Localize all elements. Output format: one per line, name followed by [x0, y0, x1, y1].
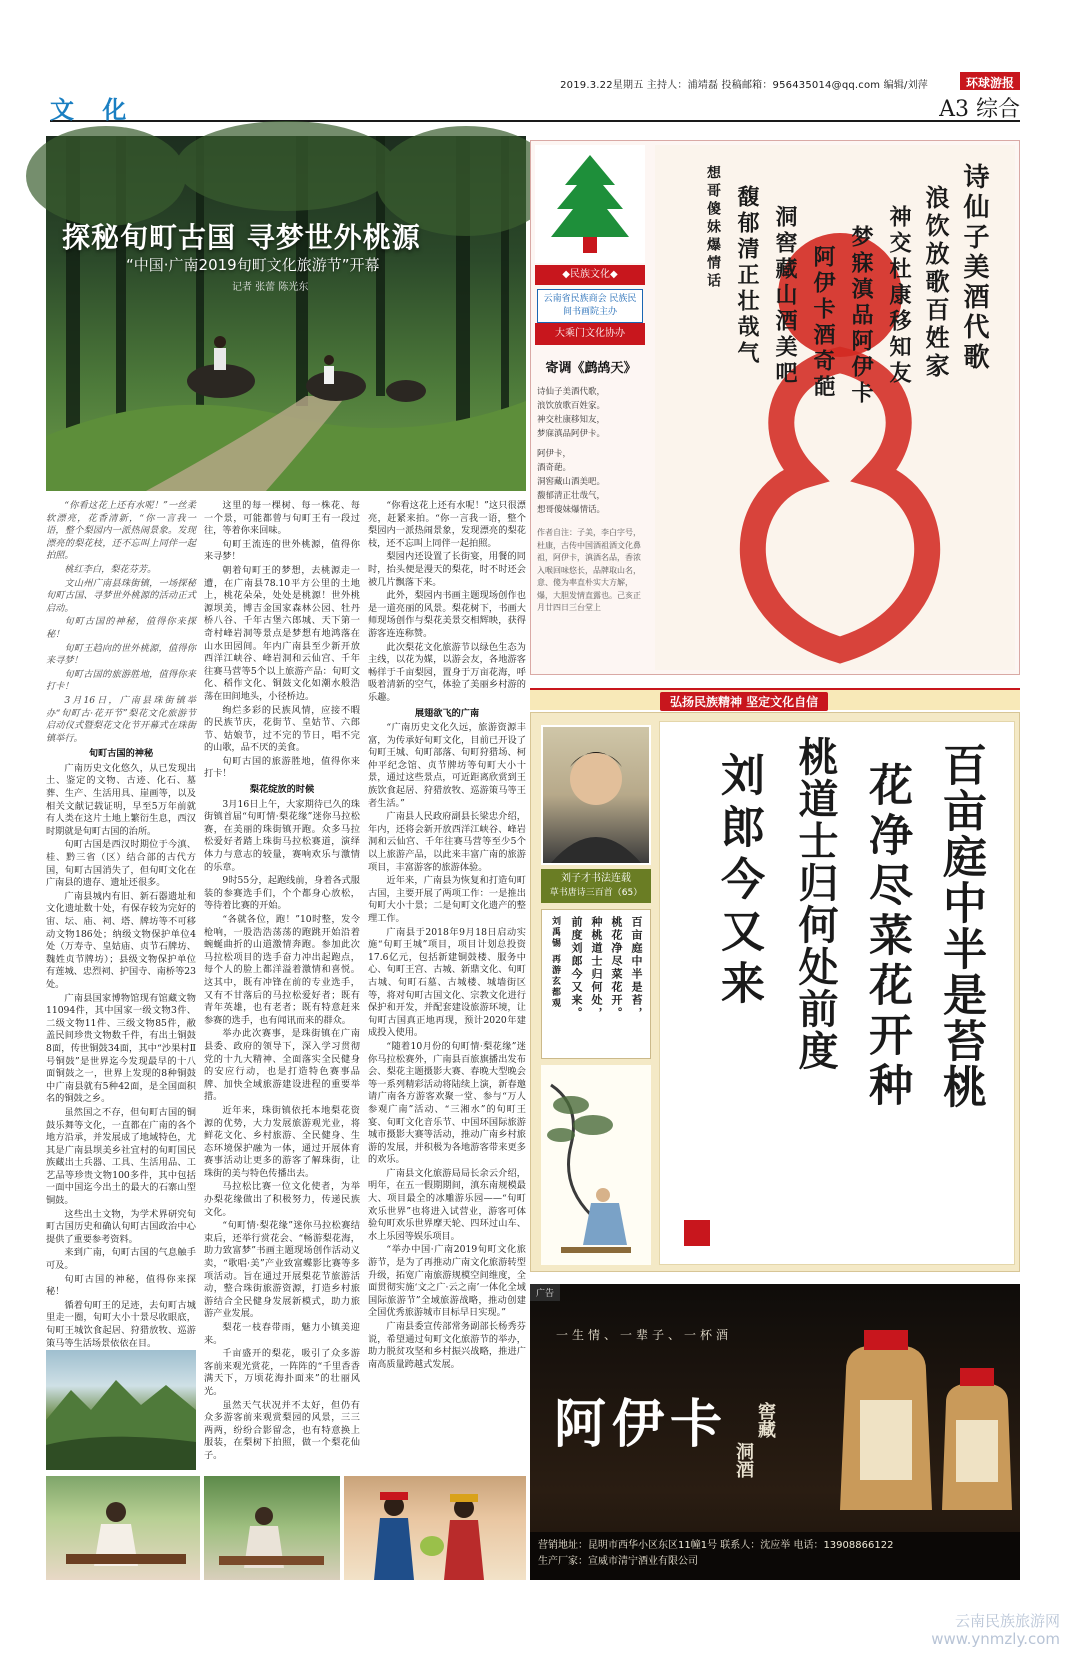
ink-painting: [541, 1065, 651, 1265]
performer-icon: [46, 1476, 200, 1580]
intro-paragraph: 3月16日，广南县珠街镇举办“旬町古·花开节”梨花文化旅游节启动仪式暨梨花文化节开幕式在珠街镇举行。: [46, 694, 196, 744]
calligraphy-artwork-1: [655, 145, 1015, 670]
article-subhead: 展翅欲飞的广南: [414, 707, 480, 719]
art-column: 想哥傻妹爆情话: [705, 165, 721, 291]
ad-slogan: 一生情、一辈子、一杯酒: [556, 1328, 733, 1342]
article-paragraph: 这里的每一棵树、每一株花、每一个景，可能都曾与旬町王有一段过往，等着你来回味。: [204, 500, 360, 537]
art-column: 桃道士归何处前度: [792, 736, 839, 1072]
ad-subtitle: 窖藏: [755, 1402, 776, 1438]
article-paragraph: 举办此次赛事，是珠街镇在广南县委、政府的领导下，深入学习贯彻党的十九大精神、全面落实全民健身的安应行动，也是打造特色赛事品牌、加快全域旅游建设进程的重要举措。: [204, 1028, 360, 1103]
article-paragraph: 3月16日上午，大家期待已久的珠街镇首届“旬町情·梨花缘”迷你马拉松赛，在美丽的珠街镇开跑。众多马拉松爱好者踏上珠街马拉松赛道，演绎体力与意志的较量，赛响欢乐与激情的乐章。: [204, 798, 360, 873]
art-column: 浪饮放歌百姓家: [921, 185, 950, 381]
article-paragraph: 此外，梨园内书画主题现场创作也是一道亮丽的风景。梨花树下，书画大师现场创作与梨花美景交相辉映，获得游客连连称赞。: [368, 590, 526, 639]
article-subhead: 旬町古国的神秘: [88, 748, 154, 760]
article-paragraph: 旬町古国的神秘，值得你来探秘！: [46, 1273, 196, 1298]
ad-maker: 生产厂家：宣威市清宁酒业有限公司: [538, 1556, 698, 1567]
article-paragraph: 旬町王流连的世外桃源，值得你来寻梦！: [204, 538, 360, 563]
article-paragraph: “你看这花上还有水呢！”这只很漂亮，赶紧来拍。“你一言我一语，整个梨园内一派热闹景象，发现漂亮的梨花枝，还不忘叫上同伴一起拍照。: [368, 500, 526, 549]
article-paragraph: 广南县文化旅游局局长余云介绍，明年，在五一假期期间，滇东南规模最大、项目最全的冰雕游乐园——“旬町欢乐世界”也将进入试营业，游客可体验旬町欢乐世界摩天轮、四环过山车、水上乐园等娱乐项目。: [368, 1167, 526, 1242]
page-number: A3 综合: [939, 97, 1020, 122]
article-paragraph: “旬町情·梨花缘”迷你马拉松赛结束后，还举行赏花会、“畅游梨花海，助力致富梦”书画主题现场创作活动义卖，“歌唱·美”产业致富蝶影比赛等多项活动。旨在通过开展梨花节旅游活动，整合珠街旅游资源，打造乡村旅游结合全民健身发展新模式，助力旅游产业发展。: [204, 1220, 360, 1320]
art-column: 刘郎今又来: [713, 752, 764, 1012]
poem-line: 馥郁清正壮哉气，: [537, 491, 606, 501]
tree-logo-icon: [535, 145, 645, 263]
site-watermark: [931, 1612, 1060, 1648]
seal-stamp-icon: [682, 1218, 712, 1248]
hero-photo: [46, 136, 526, 491]
article-paragraph: 近年来，珠街镇依托本地梨花资源的优势，大力发展旅游观光业，将鲜花文化、乡村旅游、全民健身、生态环境保护融为一体，通过开展体育赛事活动让更多的游客了解珠街，让珠街的美与特色传播出去。: [204, 1104, 360, 1179]
calligraphy-panel-1: [530, 140, 1020, 675]
liquor-jar-icon: [816, 1310, 1016, 1530]
article-paragraph: “随着10月份的旬町情·梨花缘”迷你马拉松赛外，广南县百旅旗播出发布会、梨花主题摄影大赛、春晚大型晚会等一系列精彩活动将陆续上演，新春邀请广南各方游客欢聚一堂、参与“万人参观广南”活动、“三湘水”的旬町王宴、旬町文化音乐节、中国环国际旅游城市摄影大赛等活动，推动广南乡村旅游的发展，并积极为各地游客带来更多的欢乐。: [368, 1040, 526, 1166]
co-organizer-text: 大乘门文化协办: [535, 323, 645, 345]
people-icon: [344, 1476, 526, 1580]
article-subhead: 梨花绽放的时候: [249, 784, 315, 796]
article-paragraph: 此次梨花文化旅游节以绿色生态为主线，以花为媒，以游会友，各地游客畅徉于千亩梨园，置身于万亩花海，呼吸着清新的空气，体验了美丽乡村游的乐趣。: [368, 641, 526, 703]
article-paragraph: 虽然国之不存，但旬町古国的铜鼓乐舞等文化，一直都在广南的各个地方沿承，并发展成了地域特色，尤其是广南县坝美乡社宜村的旬町国民族藏出土兵器、工具、生活用品、工艺品等珍贵文物100多件，其中包括一面中国迄今出土的最大的石寨山型铜鼓。: [46, 1106, 196, 1207]
poem-line: 想哥傻妹爆情话。: [537, 505, 606, 515]
musician-icon: [204, 1476, 340, 1580]
organizer-text: 云南省民族商会 民族民间书画院主办: [537, 289, 643, 323]
advertisement[interactable]: [530, 1284, 1020, 1580]
poem-line: 梦寐滇品阿伊卡。: [537, 429, 606, 439]
poem-line: 阿伊卡，: [537, 449, 572, 459]
article-paragraph: 广南县城内有旧、新石器遗址和文化遗址数十处，有保存较为完好的宙、坛、庙、祠、塔、牌坊等不可移动文物186处；纳级文物保护单位4处（万寿寺、皇姑庙、贞节石牌坊、魏姓贞节牌坊）；县级文物保护单位有莲城、忠烈祠、护国寺、南桥等23处。: [46, 890, 196, 990]
mountain-icon: [46, 1350, 196, 1470]
article-paragraph: 马拉松比赛一位文化使者，为举办梨花缘做出了积极努力，传递民族文化。: [204, 1181, 360, 1218]
brand-badge[interactable]: 环球游报: [960, 72, 1020, 90]
watermark-url: www.ynmzly.com: [931, 1630, 1060, 1648]
ad-label: 广告: [530, 1284, 560, 1301]
calligraphy-artwork-2: [659, 721, 1015, 1265]
article-paragraph: 千亩盛开的梨花，吸引了众多游客前来观光赏花，一阵阵的“千里香香满天下，万顷花海扑面来”的壮丽风光。: [204, 1348, 360, 1397]
article-paragraph: 循着旬町王的足迹，去旬町古城里走一圈，旬町大小十景尽收眼底，旬町王城饮食起居、狩猎放牧、巡游策马等生活场景依依在目。: [46, 1299, 196, 1349]
scholar-painting-icon: [541, 1065, 651, 1265]
art-column: 梦寐滇品阿伊卡: [848, 225, 874, 407]
art-column: 阿伊卡酒奇葩: [810, 245, 836, 401]
article-paragraph: 来到广南，旬町古国的气息触手可及。: [46, 1247, 196, 1272]
ad-footer: [530, 1532, 1020, 1580]
section-title: 文 化: [50, 96, 137, 124]
author-portrait: [541, 725, 651, 865]
culture-banner: [530, 688, 1020, 710]
article-column-3: [368, 500, 526, 1580]
article-paragraph: 虽然天气状况并不太好，但仍有众多游客前来观赏梨园的风景，三三两两，纷纷合影留念，也有特意换上服装，在梨树下拍照，做一个梨花仙子。: [204, 1399, 360, 1461]
header-meta: 2019.3.22星期五 主持人：浦靖磊 投稿邮箱：956435014@qq.com 编辑/刘萍: [560, 80, 928, 91]
ad-brand: 阿伊卡: [554, 1395, 729, 1455]
article-paragraph: 旬町古国是西汉时期位于今滇、桂、黔三省（区）结合部的古代方国，旬町古国消失了，但旬町文化在广南县的遗存、遗址还很多。: [46, 839, 196, 889]
article-paragraph: 旬町古国的旅游胜地，值得你来打卡！: [204, 755, 360, 780]
poem-column: 桃花净尽菜花开。: [610, 916, 623, 1020]
series-subtitle: 草书唐诗三百首（65）: [549, 888, 643, 898]
banner-slogan: 弘扬民族精神 坚定文化自信: [660, 692, 828, 711]
hero-headline: 探秘旬町古国 寻梦世外桃源: [62, 221, 421, 254]
art-column: 花净尽菜花开种: [861, 762, 912, 1112]
ad-subtitle: 洞酒: [733, 1442, 754, 1478]
series-title: 刘子才书法连载: [561, 873, 631, 884]
article-paragraph: 梨花一枝春带雨，魅力小镇美迎来。: [204, 1322, 360, 1346]
hero-byline: 记者 张蕾 陈光东: [232, 282, 309, 293]
poem-title: 寄调《鹧鸪天》: [545, 361, 637, 376]
ethnic-women-photo: [344, 1476, 526, 1580]
art-column: 馥郁清正壮哉气: [734, 185, 760, 367]
intro-paragraph: 文山州广南县珠街镇，一场探秘旬町古国、寻梦世外桃源的活动正式启动。: [46, 577, 196, 614]
article-column-2: [204, 500, 360, 1461]
article-paragraph: 9时55分，起跑线前，身着各式服装的参赛选手们，个个都身心放松，等待着比赛的开始。: [204, 875, 360, 912]
article-paragraph: 广南县国家博物馆现有馆藏文物11094件，其中国家一级文物3件、二级文物11件、三级文物85件，敝盖民间珍贵文物数千件，有出土铜鼓8面，传世铜鼓34面，其中“沙果村Ⅱ号铜鼓”是世界迄今发现最早的十八面铜鼓之一，世界上发现的8种铜鼓中广南县就有5种42面，是全国面积名的铜鼓之乡。: [46, 992, 196, 1105]
ethnic-culture-logo: [535, 145, 645, 263]
poem-column: 百亩庭中半是苔，: [630, 916, 643, 1020]
watermark-name: 云南民族旅游网: [954, 1612, 1060, 1630]
article-paragraph: 近年来，广南县为恢复和打造旬町古国，主要开展了两项工作：一是推出旬町大小十景；二是旬町文化遗产的整理工作。: [368, 875, 526, 924]
poem-column: 前度刘郎今又来。: [570, 916, 583, 1020]
intro-paragraph: 旬町王趋向的世外桃源，值得你来寻梦！: [46, 642, 196, 667]
article-paragraph: 这些出土文物，为学术界研究旬町古国历史和确认旬町古国政治中心提供了重要参考资料。: [46, 1208, 196, 1245]
article-paragraph: 广南历史文化悠久，从已发现出土、鉴定的文物、古迹、化石、墓葬、生产、生活用具、崖画等，以及相关文献记载证明，早至5万年前就有人类在这片土地上繁衍生息，西汉时期就是旬町古国的治所。: [46, 762, 196, 837]
series-label: [541, 869, 651, 903]
intro-paragraph: 旬町古国的神秘，值得你来探秘！: [46, 616, 196, 640]
hero-subheadline: “中国·广南2019旬町文化旅游节”开幕: [126, 256, 380, 274]
article-paragraph: 广南县人民政府副县长梁忠介绍，年内，还将会新开放西洋江峡谷、峰岩洞和云仙宫、千年往赛马营等至少5个以上旅游产品，以此来丰富广南的旅游项目，丰富游客的旅游体验。: [368, 811, 526, 873]
poem-line: 诗仙子美酒代歌，: [537, 387, 606, 397]
article-column-1: [46, 500, 196, 1349]
intro-paragraph: 旬町古国的旅游胜地，值得你来打卡！: [46, 668, 196, 693]
forest-illustration: [46, 136, 526, 491]
intro-paragraph: 桃红李白，梨花芬芳。: [64, 563, 157, 575]
musician-photo: [204, 1476, 340, 1580]
landscape-photo: [46, 1350, 196, 1470]
ad-dealer: 营销地址：昆明市西华小区东区11幢1号 联系人：沈应举 电话：13908866122: [538, 1540, 894, 1551]
article-paragraph: 梨园内还设置了长街宴，用餐的同时，抬头便是漫天的梨花，时不时还会被几片飘落下来。: [368, 551, 526, 588]
person-avatar-icon: [543, 727, 649, 863]
guzheng-performer-photo: [46, 1476, 200, 1580]
art-column: 洞窖藏山酒美吧: [772, 205, 798, 387]
article-paragraph: 朝着旬町王的梦想，去桃源走一遭，在广南县78.10平方公里的土地上，桃花朵朵，处处是桃源！世外桃源坝美，博吉金国家森林公园、牡丹桥八谷、千年古堡六郎城、天下第一奇村峰岩洞等景点是梦想有地鸿落在山水田园间。年内广南县至少新开放西洋江峡谷、峰岩洞和云仙宫、千年往赛马营等5个以上旅游产品：旬町文化、稻作文化、铜鼓文化如潮水般浩荡在田间地头，小径桥边。: [204, 564, 360, 702]
article-paragraph: 广南县于2018年9月18日启动实施“旬町王城”项目，项目计划总投资17.6亿元，包括新建铜鼓楼、服务中心、旬町王宫、古城、新鼎文化、旬町古城、旬町石墓、古城楼、城墙街区等，将对旬町古国文化、宗教文化进行保护和开发，并配套建设旅游环境，让旬町古国真正地再现，预计2020年建成投入使用。: [368, 926, 526, 1039]
column-tag: ◆民族文化◆: [535, 265, 645, 285]
poem-line: 浪饮放歌百姓家。: [537, 401, 606, 411]
calligraphy-panel-2: [530, 712, 1020, 1272]
poem-attribution: 刘禹锡 再游玄都观: [550, 916, 560, 1010]
article-paragraph: 绚烂多彩的民族风情，应接不暇的民族节庆，花街节、皇姑节、六郎节、姑娘节，过不完的节日，唱不完的山歌，品不厌的美食。: [204, 704, 360, 754]
poem-box: [541, 909, 651, 1059]
poem-line: 神交杜康移知友，: [537, 415, 606, 425]
poem-line: 洞窖藏山酒美吧。: [537, 477, 606, 487]
poem-column: 种桃道士归何处，: [590, 916, 603, 1020]
section-header: [50, 90, 1020, 122]
article-paragraph: 广南县委宣传部常务副部长杨秀芬说，希望通过旬町文化旅游节的举办，助力脱贫攻坚和乡村振兴战略，推进广南高质量跨越式发展。: [368, 1321, 526, 1370]
art-column: 诗仙子美酒代歌: [959, 163, 989, 373]
article-paragraph: “广南历史文化久远，旅游资源丰富，为传承好旬町文化，目前已开设了旬町王城、旬町部落、旬町狩猎场、柯仲平纪念馆、贞节牌坊等旬町大小十景，通过这些景点，可近距离欣赏到王族饮食起居、狩猎放牧、巡游策马等王者生活。”: [368, 722, 526, 809]
author-note: 作者自注：子美，李白字号，杜康，古传中国酒祖酒文化鼻祖，阿伊卡，滇酒名品，香浓入喉回味悠长，品牌取山名，意、傻为率直朴实大方解，爆，大胆发情直露也。己亥正月廿四日三台堂上: [537, 528, 641, 612]
poem-body: [537, 385, 645, 517]
art-column: 百亩庭中半是苔桃: [935, 742, 986, 1110]
intro-paragraph: “你看这花上还有水呢！”一丝柔软漂亮，花香清新，“你一言我一语，整个梨园内一派热闹景象。发现漂亮的梨花枝，还不忘叫上同伴一起拍照。: [46, 500, 196, 562]
art-column: 神交杜康移知友: [886, 205, 912, 387]
article-paragraph: “举办中国·广南2019旬町文化旅游节，是为了再推动广南文化旅游转型升级，拓宽广南旅游规模空间维度，全面贯彻实施‘文之广·云之南’一体化全域国际旅游节”全域旅游战略，推动创建全国优秀旅游城市目标早日实现。”: [368, 1244, 526, 1319]
poem-line: 酒奇葩。: [537, 463, 572, 473]
article-paragraph: “各就各位，跑！”10时整，发令枪响，一股浩浩荡荡的跑跳开始沿着蜿蜒曲折的山道激情奔跑。参加此次马拉松项目的选手奋力冲出起跑点，每个人的脸上都洋溢着激情和喜悦。这其中，既有冲锋在前的专业选手，又有不甘落后的马拉松爱好者；既有青年英雄，也有老者；既有特意赶来参赛的选手，也有闻讯而来的群众。: [204, 914, 360, 1026]
